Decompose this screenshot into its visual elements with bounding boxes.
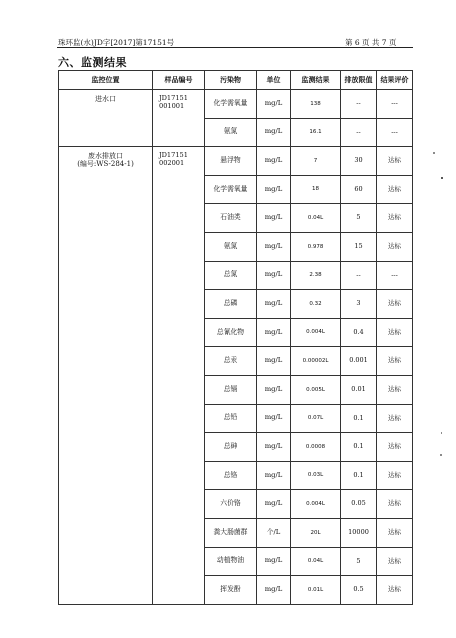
site-name: 进水口: [95, 95, 116, 103]
result-cell: 0.04L: [291, 547, 341, 576]
result-cell: 0.004L: [291, 318, 341, 347]
limit-cell: --: [341, 261, 377, 290]
limit-cell: 60: [341, 175, 377, 204]
unit-cell: mg/L: [257, 490, 291, 519]
result-cell: 20L: [291, 518, 341, 547]
result-cell: 16.1: [291, 118, 341, 147]
limit-cell: 10000: [341, 518, 377, 547]
limit-cell: 0.4: [341, 318, 377, 347]
limit-cell: 0.001: [341, 347, 377, 376]
result-cell: 0.01L: [291, 576, 341, 605]
limit-cell: --: [341, 90, 377, 119]
col-header-site: 监控位置: [59, 71, 153, 90]
page-indicator: 第 6 页 共 7 页: [345, 38, 397, 47]
sample-id-line: 001001: [159, 101, 185, 110]
sample-id-cell: [153, 90, 205, 147]
site-code: (编号:WS-284-1): [77, 160, 134, 169]
table-header-row: [59, 71, 413, 90]
pollutant-cell: 悬浮物: [205, 147, 257, 176]
result-cell: 0.07L: [291, 404, 341, 433]
results-table: [58, 70, 413, 605]
table-row: [59, 147, 413, 176]
evaluation-cell: 达标: [377, 147, 413, 176]
sample-id-cell: [153, 147, 205, 605]
unit-cell: mg/L: [257, 232, 291, 261]
result-cell: 2.38: [291, 261, 341, 290]
unit-cell: mg/L: [257, 576, 291, 605]
unit-cell: mg/L: [257, 375, 291, 404]
sample-id-line: JD17151: [159, 151, 188, 160]
pollutant-cell: 挥发酚: [205, 576, 257, 605]
result-cell: 0.03L: [291, 461, 341, 490]
pollutant-cell: 氨氮: [205, 232, 257, 261]
evaluation-cell: 达标: [377, 175, 413, 204]
evaluation-cell: ---: [377, 261, 413, 290]
result-cell: 18: [291, 175, 341, 204]
limit-cell: 30: [341, 147, 377, 176]
sample-id-line: 002001: [159, 158, 185, 167]
scan-speck: [441, 177, 443, 179]
evaluation-cell: 达标: [377, 375, 413, 404]
unit-cell: mg/L: [257, 318, 291, 347]
col-header-sample-id: 样品编号: [153, 71, 205, 90]
evaluation-cell: 达标: [377, 461, 413, 490]
limit-cell: 0.1: [341, 433, 377, 462]
pollutant-cell: 总铅: [205, 404, 257, 433]
unit-cell: mg/L: [257, 147, 291, 176]
pollutant-cell: 总汞: [205, 347, 257, 376]
evaluation-cell: 达标: [377, 490, 413, 519]
pollutant-cell: 石油类: [205, 204, 257, 233]
result-cell: 0.0008: [291, 433, 341, 462]
col-header-pollutant: 污染物: [205, 71, 257, 90]
evaluation-cell: 达标: [377, 547, 413, 576]
table-row: [59, 90, 413, 119]
unit-cell: mg/L: [257, 261, 291, 290]
header-rule: [57, 47, 413, 48]
limit-cell: --: [341, 118, 377, 147]
result-cell: 0.32: [291, 290, 341, 319]
pollutant-cell: 总氰化物: [205, 318, 257, 347]
col-header-evaluation: 结果评价: [377, 71, 413, 90]
pollutant-cell: 化学需氧量: [205, 175, 257, 204]
limit-cell: 0.1: [341, 461, 377, 490]
pollutant-cell: 化学需氧量: [205, 90, 257, 119]
col-header-result: 监测结果: [291, 71, 341, 90]
col-header-limit: 排放限值: [341, 71, 377, 90]
result-cell: 7: [291, 147, 341, 176]
document-number: 珠环监(水)JD字[2017]第17151号: [58, 38, 175, 47]
unit-cell: mg/L: [257, 204, 291, 233]
evaluation-cell: 达标: [377, 204, 413, 233]
limit-cell: 0.1: [341, 404, 377, 433]
unit-cell: mg/L: [257, 118, 291, 147]
unit-cell: mg/L: [257, 461, 291, 490]
sample-id-line: JD17151: [159, 94, 188, 102]
limit-cell: 0.01: [341, 375, 377, 404]
pollutant-cell: 六价铬: [205, 490, 257, 519]
pollutant-cell: 总镉: [205, 375, 257, 404]
site-cell: [59, 90, 153, 147]
pollutant-cell: 动植物油: [205, 547, 257, 576]
scan-speck: [441, 432, 442, 434]
pollutant-cell: 总砷: [205, 433, 257, 462]
result-cell: 0.004L: [291, 490, 341, 519]
result-cell: 138: [291, 90, 341, 119]
limit-cell: 3: [341, 290, 377, 319]
result-cell: 0.04L: [291, 204, 341, 233]
pollutant-cell: 总磷: [205, 290, 257, 319]
unit-cell: mg/L: [257, 90, 291, 119]
unit-cell: mg/L: [257, 290, 291, 319]
pollutant-cell: 粪大肠菌群: [205, 518, 257, 547]
scan-speck: [440, 454, 442, 456]
evaluation-cell: 达标: [377, 347, 413, 376]
section-title: 六、监测结果: [58, 56, 127, 69]
limit-cell: 5: [341, 204, 377, 233]
evaluation-cell: 达标: [377, 433, 413, 462]
pollutant-cell: 氨氮: [205, 118, 257, 147]
unit-cell: mg/L: [257, 404, 291, 433]
result-cell: 0.005L: [291, 375, 341, 404]
unit-cell: mg/L: [257, 547, 291, 576]
evaluation-cell: ---: [377, 90, 413, 119]
unit-cell: 个/L: [257, 518, 291, 547]
limit-cell: 0.05: [341, 490, 377, 519]
result-cell: 0.978: [291, 232, 341, 261]
unit-cell: mg/L: [257, 175, 291, 204]
pollutant-cell: 总铬: [205, 461, 257, 490]
evaluation-cell: 达标: [377, 404, 413, 433]
limit-cell: 5: [341, 547, 377, 576]
evaluation-cell: 达标: [377, 318, 413, 347]
scan-speck: [433, 152, 435, 154]
col-header-unit: 单位: [257, 71, 291, 90]
unit-cell: mg/L: [257, 433, 291, 462]
result-cell: 0.00002L: [291, 347, 341, 376]
evaluation-cell: ---: [377, 118, 413, 147]
limit-cell: 15: [341, 232, 377, 261]
evaluation-cell: 达标: [377, 232, 413, 261]
site-cell: [59, 147, 153, 605]
limit-cell: 0.5: [341, 576, 377, 605]
site-name: 废水排放口: [88, 152, 123, 161]
evaluation-cell: 达标: [377, 576, 413, 605]
evaluation-cell: 达标: [377, 518, 413, 547]
unit-cell: mg/L: [257, 347, 291, 376]
pollutant-cell: 总氮: [205, 261, 257, 290]
evaluation-cell: 达标: [377, 290, 413, 319]
